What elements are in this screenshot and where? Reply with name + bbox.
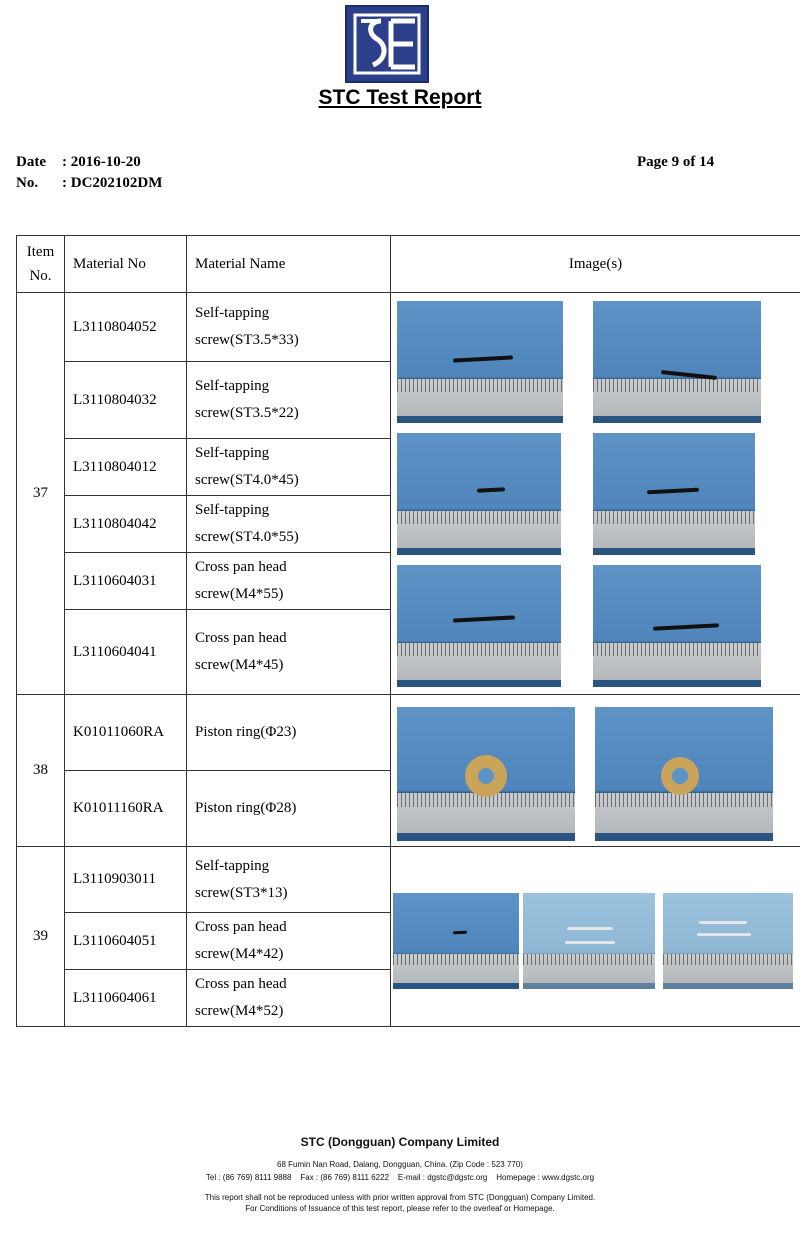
material-no: K01011060RA: [65, 695, 187, 771]
photo-piston-ring: [397, 707, 575, 841]
date-label: Date: [16, 154, 46, 170]
footer-disclaimer: This report shall not be reproduced unless with prior written approval from STC (Dongguan) Company Limited.: [204, 1193, 596, 1202]
material-no: K01011160RA: [65, 771, 187, 847]
material-name: Cross pan head screw(M4*52): [187, 970, 391, 1027]
materials-table: [16, 235, 800, 1027]
item-number: 37: [17, 293, 65, 695]
material-name: Cross pan head screw(M4*45): [187, 610, 391, 695]
material-name: Piston ring(Φ28): [187, 771, 391, 847]
date-value: : 2016-10-20: [62, 154, 141, 170]
material-name: Self-tapping screw(ST3.5*22): [187, 362, 391, 439]
material-no: L3110804012: [65, 439, 187, 496]
photo-screw: [593, 433, 755, 555]
material-name: Self-tapping screw(ST4.0*45): [187, 439, 391, 496]
material-no: L3110804032: [65, 362, 187, 439]
material-no: L3110604061: [65, 970, 187, 1027]
photo-screw: [393, 893, 519, 989]
item-number: 39: [17, 847, 65, 1027]
page-number: Page 9 of 14: [637, 154, 715, 170]
photo-screw: [663, 893, 793, 989]
date-line: [16, 154, 141, 171]
item-number: 38: [17, 695, 65, 847]
photo-screw: [397, 433, 561, 555]
report-title: STC Test Report: [318, 86, 482, 109]
stc-logo-icon: [347, 7, 427, 81]
no-label: No.: [16, 175, 39, 191]
material-no: L3110604031: [65, 553, 187, 610]
header-material-no: Material No: [65, 236, 187, 293]
photo-screw: [593, 301, 761, 423]
header-material-name: Material Name: [187, 236, 391, 293]
report-number-line: [16, 175, 162, 192]
photo-screw: [397, 301, 563, 423]
footer-contact: Tel : (86 769) 8111 9888 Fax : (86 769) 8111 6222 E-mail : dgstc@dgstc.org Homepage : www.dgstc.org: [205, 1173, 595, 1182]
material-name: Self-tapping screw(ST4.0*55): [187, 496, 391, 553]
photo-piston-ring: [595, 707, 773, 841]
table-row: [17, 293, 800, 362]
footer-address: 68 Fumin Nan Road, Dalang, Dongguan, China. (Zip Code : 523 770): [277, 1160, 523, 1169]
material-no: L3110804052: [65, 293, 187, 362]
images-cell-38: [391, 695, 800, 847]
header-item-no: Item No.: [17, 236, 65, 293]
material-no: L3110804042: [65, 496, 187, 553]
material-name: Cross pan head screw(M4*42): [187, 913, 391, 970]
footer-company: STC (Dongguan) Company Limited: [300, 1135, 500, 1149]
material-name: Cross pan head screw(M4*55): [187, 553, 391, 610]
material-name: Self-tapping screw(ST3.5*33): [187, 293, 391, 362]
table-header-row: [17, 236, 800, 293]
table-row: [17, 847, 800, 913]
material-no: L3110903011: [65, 847, 187, 913]
no-value: : DC202102DM: [62, 175, 163, 191]
footer-disclaimer-2: For Conditions of Issuance of this test report, please refer to the overleaf or Homepage.: [245, 1204, 555, 1213]
header-images: Image(s): [391, 236, 800, 293]
material-no: L3110604041: [65, 610, 187, 695]
images-cell-37: [391, 293, 800, 695]
material-name: Piston ring(Φ23): [187, 695, 391, 771]
material-name: Self-tapping screw(ST3*13): [187, 847, 391, 913]
photo-screw: [397, 565, 561, 687]
stc-logo: [345, 5, 429, 83]
images-cell-39: [391, 847, 800, 1027]
table-row: [17, 695, 800, 771]
photo-screw: [593, 565, 761, 687]
photo-screw: [523, 893, 655, 989]
material-no: L3110604051: [65, 913, 187, 970]
